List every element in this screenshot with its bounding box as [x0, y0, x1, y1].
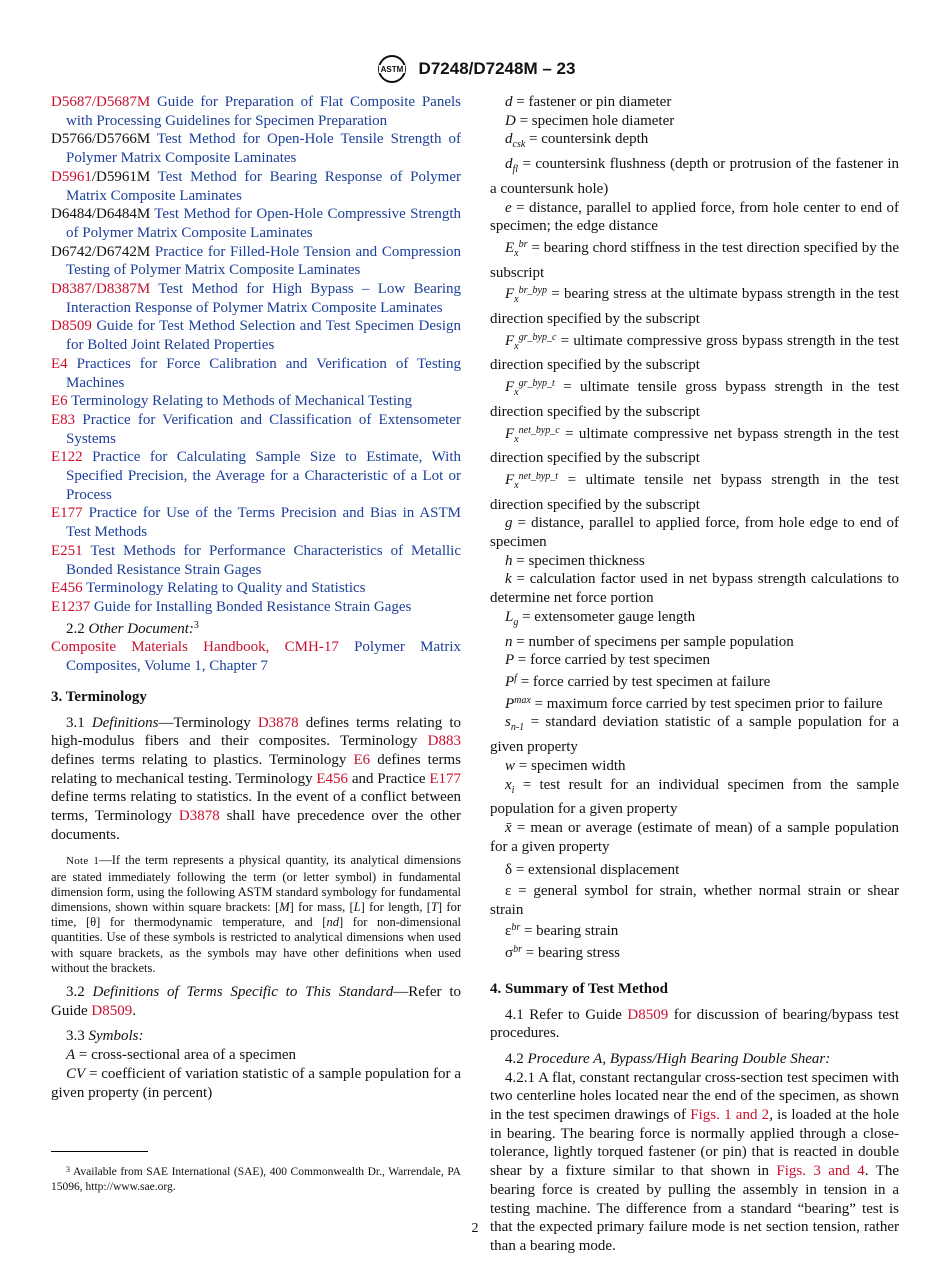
- text: —If the term represents a physical quantity, its analytical dimensions are stated immediately following the term (or letter symbol) in fundamental dimension form, using the following ASTM standard symbology for fundamental dimensions, shown within square brackets: [: [51, 853, 462, 915]
- symbol: σ: [505, 945, 514, 962]
- subscript: x: [514, 479, 519, 491]
- symbol-sigma-br: [490, 941, 899, 963]
- ref-title[interactable]: Test Method for Open-Hole Compressive Strength of Polymer Matrix Composite Laminates: [66, 206, 461, 241]
- ref-e251: [51, 542, 461, 579]
- symbol: n: [505, 633, 513, 650]
- symbol-k: [490, 570, 899, 607]
- ref-link[interactable]: D3878: [257, 714, 299, 731]
- section-label: Definitions: [91, 714, 159, 731]
- definition: = ultimate tensile net bypass strength in the test direction specified by the subscript: [490, 471, 899, 513]
- text: ] for mass, [: [289, 900, 354, 915]
- symbol: L: [353, 900, 361, 915]
- ref-title[interactable]: Practice for Filled-Hole Tension and Compression Testing of Polymer Matrix Composite Laminates: [66, 243, 462, 279]
- paragraph-3-2: [51, 983, 461, 1020]
- ref-link[interactable]: E83: [51, 411, 76, 428]
- right-column: [490, 93, 899, 1256]
- subscript: x: [514, 294, 519, 306]
- text: and Practice: [348, 770, 430, 787]
- symbol-Lg: [490, 608, 899, 633]
- ref-link[interactable]: E251: [51, 542, 83, 559]
- text: define terms relating to statistics. In the event of a conflict between terms, Terminology: [51, 789, 461, 825]
- footnote-mark: 3: [66, 1165, 70, 1174]
- symbol-D: [490, 112, 899, 131]
- subscript: n-1: [510, 722, 525, 734]
- symbol-Pmax: [490, 692, 899, 714]
- definition: = calculation factor used in net bypass strength calculations to determine net force portion: [490, 571, 899, 607]
- subscript: csk: [512, 139, 526, 151]
- ref-d6742: [51, 243, 461, 280]
- ref-e177: [51, 504, 461, 541]
- definition: = fastener or pin diameter: [512, 94, 672, 110]
- document-code: D7248/D7248M – 23: [418, 59, 576, 78]
- section-number: 2.2: [66, 620, 85, 637]
- symbol: g: [505, 515, 513, 532]
- superscript: f: [514, 672, 517, 684]
- section-label: Other Document:: [88, 620, 194, 637]
- section-number: 3.3: [66, 1028, 85, 1045]
- subscript: x: [514, 340, 519, 352]
- symbol-F-gr-byp-c: [490, 329, 899, 375]
- symbol: x̄: [505, 819, 512, 836]
- ref-cmh17: [51, 638, 461, 675]
- paragraph-3-1: [51, 714, 461, 845]
- footnote-mark[interactable]: 3: [193, 619, 199, 631]
- symbol-delta: [490, 861, 899, 880]
- definition: = specimen thickness: [512, 552, 645, 569]
- ref-link[interactable]: E4: [51, 355, 68, 372]
- definition: = countersink flushness (depth or protrusion of the fastener in a countersunk hole): [490, 156, 899, 197]
- definition: = countersink depth: [525, 131, 649, 148]
- section-label: Procedure A, Bypass/High Bearing Double Shear:: [527, 1050, 831, 1067]
- symbol: F: [505, 332, 515, 349]
- ref-title[interactable]: Guide for Test Method Selection and Test Specimen Design for Bolted Joint Related Properties: [66, 318, 461, 354]
- ref-link[interactable]: E177: [51, 505, 83, 522]
- symbol: s: [505, 714, 511, 731]
- ref-e83: [51, 411, 461, 448]
- symbol: T: [430, 900, 438, 915]
- ref-id: D6484/D6484M: [51, 206, 151, 223]
- section-number: 3.1: [66, 714, 85, 731]
- symbol: M: [279, 900, 290, 915]
- definition: = mean or average (estimate of mean) of a sample population for a given property: [490, 819, 899, 855]
- symbol: P: [505, 695, 515, 712]
- symbol: A: [66, 1047, 76, 1064]
- ref-link[interactable]: D8387/D8387M: [51, 281, 151, 298]
- text: —Terminology: [158, 714, 258, 731]
- section-number: 4.2: [505, 1050, 524, 1067]
- ref-e4: [51, 355, 461, 392]
- ref-title[interactable]: Practice for Use of the Terms Precision and Bias in ASTM Test Methods: [66, 505, 462, 541]
- symbol-epsilon-br: [490, 919, 899, 941]
- superscript: net_byp_c: [518, 424, 560, 436]
- symbol-A: [51, 1046, 461, 1065]
- ref-title[interactable]: Guide for Preparation of Flat Composite Panels with Processing Guidelines for Specimen Preparation: [66, 94, 461, 129]
- other-document-heading: [51, 617, 461, 639]
- superscript: max: [514, 694, 531, 706]
- symbol-g: [490, 514, 899, 551]
- text: defines terms relating to high-modulus fibers and their composites. Terminology: [51, 714, 461, 750]
- ref-e1237: [51, 598, 461, 617]
- text: ] for non-dimensional quantities. Use of these symbols is restricted to analytical dimensions when used with square brackets, as the symbols may have other definitions when used without the brackets.: [51, 915, 461, 975]
- ref-d6484: [51, 205, 461, 242]
- page-number: 2: [471, 1221, 479, 1236]
- symbol: w: [505, 757, 516, 774]
- subscript: i: [511, 784, 515, 796]
- text: Refer to Guide: [529, 1006, 628, 1023]
- ref-link[interactable]: D8509: [91, 1002, 133, 1019]
- subscript: x: [514, 247, 519, 259]
- ref-link[interactable]: E1237: [51, 598, 91, 615]
- symbol: δ: [505, 862, 513, 879]
- symbol: nd: [326, 915, 339, 930]
- ref-title[interactable]: Practice for Verification and Classification of Extensometer Systems: [66, 411, 462, 447]
- definition: = coefficient of variation statistic of a sample population for a given property (in percent): [51, 1065, 461, 1101]
- astm-logo-icon: [375, 54, 409, 84]
- ref-d5766: [51, 130, 461, 167]
- symbol-h: [490, 552, 899, 571]
- ref-d5687: [51, 93, 461, 130]
- definition: = test result for an individual specimen from the sample population for a given property: [490, 776, 899, 818]
- definition: = force carried by test specimen at failure: [516, 673, 771, 690]
- ref-link[interactable]: D5687/D5687M: [51, 94, 151, 110]
- ref-title[interactable]: Terminology Relating to Methods of Mechanical Testing: [71, 393, 413, 410]
- symbol: h: [505, 552, 513, 569]
- definition: = bearing stress: [522, 945, 621, 962]
- subscript: x: [514, 433, 519, 445]
- ref-e122: [51, 448, 461, 504]
- symbol: F: [505, 379, 515, 396]
- symbol-F-net-byp-c: [490, 422, 899, 468]
- symbol: P: [505, 673, 515, 690]
- symbol-e: [490, 199, 899, 236]
- superscript: br: [513, 944, 522, 956]
- superscript: br_byp: [518, 285, 547, 297]
- section-heading-summary: 4. Summary of Test Method: [490, 980, 668, 997]
- superscript: net_byp_t: [518, 470, 559, 482]
- definition: = bearing stress at the ultimate bypass strength in the test direction specified by the subscript: [490, 286, 899, 328]
- svg-text:ASTM: ASTM: [380, 65, 403, 74]
- subscript: x: [514, 387, 519, 399]
- ref-id-suffix: /D5961M: [91, 168, 151, 185]
- footnote-text: Available from SAE International (SAE), 400 Commonwealth Dr., Warrendale, PA 15096, http://www.sae.org.: [51, 1166, 461, 1193]
- symbol-CV: [51, 1065, 461, 1102]
- symbol: F: [505, 425, 515, 442]
- ref-link[interactable]: D3878: [178, 808, 220, 825]
- definition: = ultimate tensile gross bypass strength in the test direction specified by the subscript: [490, 379, 899, 420]
- symbol: x: [505, 776, 512, 793]
- ref-link[interactable]: E6: [353, 751, 371, 768]
- ref-title[interactable]: Test Method for Bearing Response of Polymer Matrix Composite Laminates: [66, 168, 461, 204]
- ref-link[interactable]: Composite Materials Handbook, CMH-17: [51, 639, 339, 656]
- text: ] for length, [: [360, 900, 431, 915]
- ref-title[interactable]: Test Method for High Bypass – Low Bearing Interaction Response of Polymer Matrix Composite Laminates: [66, 281, 461, 316]
- ref-id: D5766/D5766M: [51, 131, 151, 148]
- text: A flat, constant rectangular cross-section test specimen with two centerline holes located near the end of the specimen, as shown in the test specimen drawings of: [490, 1069, 899, 1124]
- symbol-P: [490, 651, 899, 670]
- definition: = maximum force carried by test specimen prior to failure: [530, 695, 883, 712]
- symbol-d: [490, 93, 899, 112]
- subscript: g: [513, 616, 519, 628]
- ref-d5961: [51, 168, 461, 205]
- paragraph-3-3: [51, 1027, 461, 1046]
- symbol-dfl: [490, 155, 899, 198]
- ref-title[interactable]: Practices for Force Calibration and Verification of Testing Machines: [66, 355, 461, 391]
- note-label: Note 1: [66, 855, 100, 868]
- section-heading-terminology: 3. Terminology: [51, 688, 147, 705]
- text: .: [132, 1002, 137, 1019]
- ref-e6: [51, 392, 461, 411]
- symbol: F: [505, 286, 515, 303]
- symbol: e: [505, 199, 512, 216]
- text: . The bearing force is created by pulling the assembly in tension in a testing machine. The difference from a standard “bearing” test is that the expected primary failure mode is net section tension, rather than a bearing mode.: [490, 1163, 899, 1254]
- symbol-n: [490, 633, 899, 652]
- definition: = force carried by test specimen: [514, 652, 711, 669]
- symbol: P: [505, 652, 515, 669]
- symbol-xbar: [490, 819, 899, 856]
- footnote-3: [51, 1162, 461, 1195]
- definition: = ultimate compressive net bypass strength in the test direction specified by the subscript: [490, 425, 899, 467]
- definition: = cross-sectional area of a specimen: [75, 1047, 297, 1064]
- symbol: ε: [505, 923, 512, 940]
- ref-e456: [51, 579, 461, 598]
- definition: = standard deviation statistic of a sample population for a given property: [490, 714, 899, 756]
- symbol: E: [505, 239, 515, 256]
- paragraph-4-2: [490, 1050, 899, 1069]
- figure-link[interactable]: Figs. 3 and 4: [776, 1163, 865, 1180]
- ref-link[interactable]: E456: [316, 770, 349, 787]
- definition: = extensional displacement: [512, 862, 680, 879]
- ref-link[interactable]: D5961: [51, 168, 92, 185]
- ref-title[interactable]: Test Methods for Performance Characteristics of Metallic Bonded Resistance Strain Gages: [66, 542, 461, 578]
- superscript: gr_byp_t: [518, 378, 555, 390]
- ref-title[interactable]: Test Method for Open-Hole Tensile Strength of Polymer Matrix Composite Laminates: [66, 131, 461, 167]
- text: ] for time, [θ] for thermodynamic temperature, and [: [51, 900, 461, 930]
- text: —Refer to Guide: [51, 984, 461, 1019]
- ref-title[interactable]: Terminology Relating to Quality and Statistics: [86, 580, 366, 597]
- symbol-xi: [490, 776, 899, 819]
- symbol: ε: [505, 883, 512, 900]
- symbol-w: [490, 757, 899, 776]
- superscript: gr_byp_c: [518, 331, 557, 343]
- definition: = bearing chord stiffness in the test direction specified by the subscript: [490, 239, 899, 281]
- symbol: d: [505, 94, 513, 110]
- definition: = general symbol for strain, whether normal strain or shear strain: [490, 883, 899, 918]
- symbol-F-net-byp-t: [490, 468, 899, 514]
- ref-link[interactable]: D883: [427, 733, 461, 750]
- definition: = distance, parallel to applied force, from hole center to end of specimen; the edge distance: [490, 199, 899, 235]
- symbol: d: [505, 156, 513, 173]
- text: for discussion of bearing/bypass test procedures.: [490, 1006, 899, 1042]
- ref-link[interactable]: D8509: [627, 1006, 669, 1023]
- ref-link[interactable]: D8509: [51, 318, 92, 335]
- superscript: br: [511, 922, 521, 934]
- left-column: [51, 93, 461, 1102]
- page-header: [0, 54, 950, 84]
- symbol-F-br-byp: [490, 282, 899, 328]
- ref-title[interactable]: Polymer Matrix Composites, Volume 1, Chapter 7: [66, 639, 462, 675]
- symbol: L: [505, 608, 514, 625]
- section-number: 3.2: [66, 984, 85, 1001]
- text: shall have precedence over the other documents.: [51, 808, 461, 843]
- ref-title[interactable]: Practice for Calculating Sample Size to Estimate, With Specified Precision, the Average for a Characteristic of a Lot or Process: [66, 449, 461, 503]
- paragraph-4-1: [490, 1006, 899, 1043]
- subscript: fl: [512, 164, 519, 176]
- ref-link[interactable]: E177: [429, 770, 461, 787]
- section-number: 4.1: [505, 1006, 524, 1023]
- symbol: F: [505, 471, 515, 488]
- symbol-epsilon: [490, 882, 899, 919]
- ref-title[interactable]: Guide for Installing Bonded Resistance Strain Gages: [93, 598, 412, 615]
- definition: = distance, parallel to applied force, from hole edge to end of specimen: [490, 515, 899, 551]
- definition: = specimen hole diameter: [515, 112, 675, 129]
- ref-link[interactable]: E456: [51, 580, 83, 597]
- text: defines terms relating to plastics. Terminology: [51, 751, 354, 768]
- text: defines terms relating to mechanical testing. Terminology: [51, 751, 461, 787]
- text: , is loaded at the hole in bearing. The bearing force is normally applied through a close-tolerance, lightly torqued fastener (or pin) that is reacted in double shear by a fixture similar to that shown in: [490, 1107, 899, 1180]
- symbol: CV: [66, 1065, 86, 1082]
- ref-link[interactable]: E6: [51, 393, 68, 410]
- definition: = bearing strain: [520, 923, 619, 940]
- symbol: k: [505, 571, 512, 588]
- symbol-sn1: [490, 713, 899, 756]
- ref-id: D6742/D6742M: [51, 243, 151, 260]
- superscript: br: [518, 238, 528, 250]
- definition: = ultimate compressive gross bypass strength in the test direction specified by the subscript: [490, 332, 899, 374]
- note-1: [51, 853, 461, 976]
- section-label: Definitions of Terms Specific to This Standard: [92, 984, 394, 1001]
- symbol-F-gr-byp-t: [490, 375, 899, 421]
- symbol-dcsk: [490, 130, 899, 155]
- section-label: Symbols:: [88, 1028, 144, 1045]
- definition: = number of specimens per sample population: [512, 633, 794, 650]
- figure-link[interactable]: Figs. 1 and 2: [690, 1107, 770, 1124]
- section-number: 4.2.1: [505, 1069, 535, 1086]
- symbol: D: [505, 112, 516, 129]
- ref-link[interactable]: E122: [51, 449, 83, 466]
- definition: = extensometer gauge length: [518, 608, 696, 625]
- symbol: d: [505, 131, 513, 148]
- ref-d8387: [51, 280, 461, 317]
- definition: = specimen width: [515, 757, 626, 774]
- symbol-Pf: [490, 670, 899, 692]
- ref-d8509: [51, 317, 461, 354]
- symbol-Ex-br: [490, 236, 899, 282]
- footnote-divider: [51, 1151, 148, 1152]
